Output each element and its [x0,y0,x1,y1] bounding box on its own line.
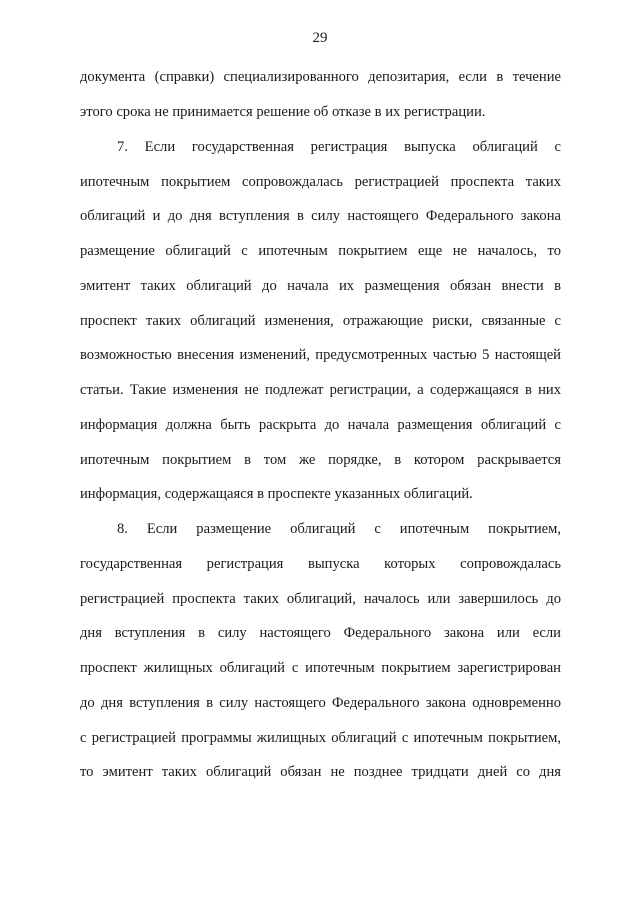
text-line: ипотечным покрытием в том же порядке, в котором раскрывается [80,452,561,468]
text-line: регистрацией проспекта таких облигаций, началось или завершилось до [80,591,561,607]
text-line: с регистрацией программы жилищных облигаций с ипотечным покрытием, [80,730,561,746]
text-line: информация, содержащаяся в проспекте указанных облигаций. [80,486,473,502]
text-line: дня вступления в силу настоящего Федерального закона или если [80,625,561,641]
paragraph-7-start: 7. Если государственная регистрация выпуска облигаций с [117,139,561,155]
text-line: то эмитент таких облигаций обязан не позднее тридцати дней со дня [80,764,561,780]
text-line: статьи. Такие изменения не подлежат регистрации, а содержащаяся в них [80,382,561,398]
text-line: государственная регистрация выпуска которых сопровождалась [80,556,561,572]
text-line: ипотечным покрытием сопровождалась регистрацией проспекта таких [80,174,561,190]
text-line: проспект таких облигаций изменения, отражающие риски, связанные с [80,313,561,329]
paragraph-8-start: 8. Если размещение облигаций с ипотечным покрытием, [117,521,561,537]
text-line: этого срока не принимается решение об отказе в их регистрации. [80,104,486,120]
text-line: проспект жилищных облигаций с ипотечным покрытием зарегистрирован [80,660,561,676]
text-line: облигаций и до дня вступления в силу настоящего Федерального закона [80,208,561,224]
text-line: документа (справки) специализированного депозитария, если в течение [80,69,561,85]
text-line: информация должна быть раскрыта до начала размещения облигаций с [80,417,561,433]
text-line: до дня вступления в силу настоящего Федерального закона одновременно [80,695,561,711]
page-number: 29 [312,30,328,46]
text-line: размещение облигаций с ипотечным покрытием еще не началось, то [80,243,561,259]
text-line: эмитент таких облигаций до начала их размещения обязан внести в [80,278,561,294]
text-line: возможностью внесения изменений, предусмотренных частью 5 настоящей [80,347,561,363]
